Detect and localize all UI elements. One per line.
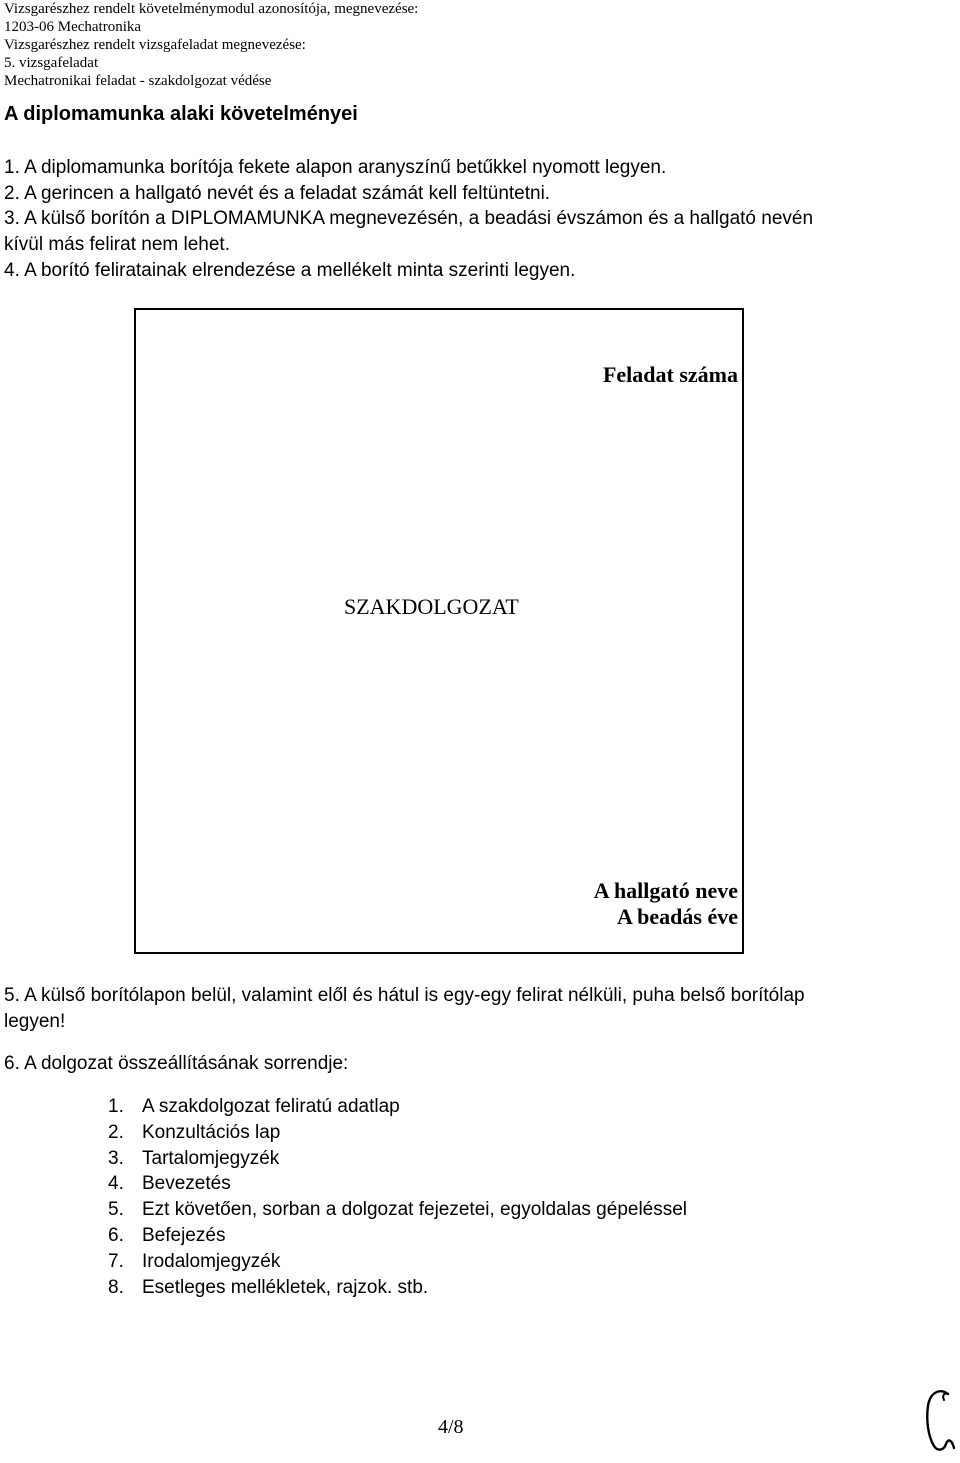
requirement-1: 1. A diplomamunka borítója fekete alapon aranyszínű betűkkel nyomott legyen. bbox=[4, 157, 667, 178]
list-item bbox=[108, 1094, 687, 1120]
cover-submission-year: A beadás éve bbox=[617, 904, 738, 929]
list-item-number: 6. bbox=[108, 1224, 124, 1246]
requirement-6: 6. A dolgozat összeállításának sorrendje: bbox=[4, 1053, 349, 1074]
list-item bbox=[108, 1223, 687, 1249]
list-item-text: Befejezés bbox=[142, 1224, 226, 1246]
list-item-text: Konzultációs lap bbox=[142, 1121, 281, 1143]
requirement-5-line-2: legyen! bbox=[4, 1011, 66, 1032]
list-item bbox=[108, 1146, 687, 1172]
list-item-text: Tartalomjegyzék bbox=[142, 1147, 280, 1169]
list-item-text: A szakdolgozat feliratú adatlap bbox=[142, 1096, 400, 1117]
list-item-number: 1. bbox=[108, 1096, 124, 1117]
assembly-order-list bbox=[108, 1094, 687, 1300]
list-item-text: Bevezetés bbox=[142, 1173, 231, 1195]
list-item-number: 4. bbox=[108, 1173, 124, 1195]
list-item bbox=[108, 1197, 687, 1223]
list-item-text: Irodalomjegyzék bbox=[142, 1250, 281, 1272]
list-item-number: 8. bbox=[108, 1276, 124, 1298]
requirement-5-line-1: 5. A külső borítólapon belül, valamint elől és hátul is egy-egy felirat nélküli, puha belső borítólap bbox=[4, 985, 805, 1006]
cover-student-name: A hallgató neve bbox=[593, 878, 738, 903]
cover-sample-box bbox=[134, 308, 744, 954]
header-task-number: 5. vizsgafeladat bbox=[4, 55, 99, 71]
header-module-label: Vizsgarészhez rendelt követelménymodul azonosítója, megnevezése: bbox=[4, 1, 419, 17]
list-item-number: 3. bbox=[108, 1147, 124, 1169]
header-task-name: Mechatronikai feladat - szakdolgozat védése bbox=[4, 73, 272, 89]
cover-title: SZAKDOLGOZAT bbox=[344, 594, 519, 619]
list-item-number: 5. bbox=[108, 1199, 124, 1221]
list-item-number: 2. bbox=[108, 1121, 124, 1143]
requirement-3-line-2: kívül más felirat nem lehet. bbox=[4, 234, 230, 255]
list-item-text: Esetleges mellékletek, rajzok. stb. bbox=[142, 1276, 429, 1298]
list-item bbox=[108, 1171, 687, 1197]
header-task-label: Vizsgarészhez rendelt vizsgafeladat megnevezése: bbox=[4, 37, 306, 53]
header-module-name: 1203-06 Mechatronika bbox=[4, 19, 142, 35]
page-number: 4/8 bbox=[438, 1416, 464, 1438]
cover-task-number: Feladat száma bbox=[602, 362, 738, 387]
list-item bbox=[108, 1249, 687, 1275]
section-title: A diplomamunka alaki követelményei bbox=[4, 103, 358, 125]
signature-icon bbox=[922, 1386, 956, 1458]
list-item bbox=[108, 1275, 687, 1301]
requirement-4: 4. A borító feliratainak elrendezése a mellékelt minta szerinti legyen. bbox=[4, 260, 576, 281]
requirement-2: 2. A gerincen a hallgató nevét és a feladat számát kell feltüntetni. bbox=[4, 183, 551, 204]
list-item-text: Ezt követően, sorban a dolgozat fejezetei, egyoldalas gépeléssel bbox=[142, 1199, 688, 1221]
list-item-number: 7. bbox=[108, 1250, 124, 1272]
list-item bbox=[108, 1120, 687, 1146]
requirement-3-line-1: 3. A külső borítón a DIPLOMAMUNKA megnevezésén, a beadási évszámon és a hallgató nevén bbox=[4, 208, 814, 229]
